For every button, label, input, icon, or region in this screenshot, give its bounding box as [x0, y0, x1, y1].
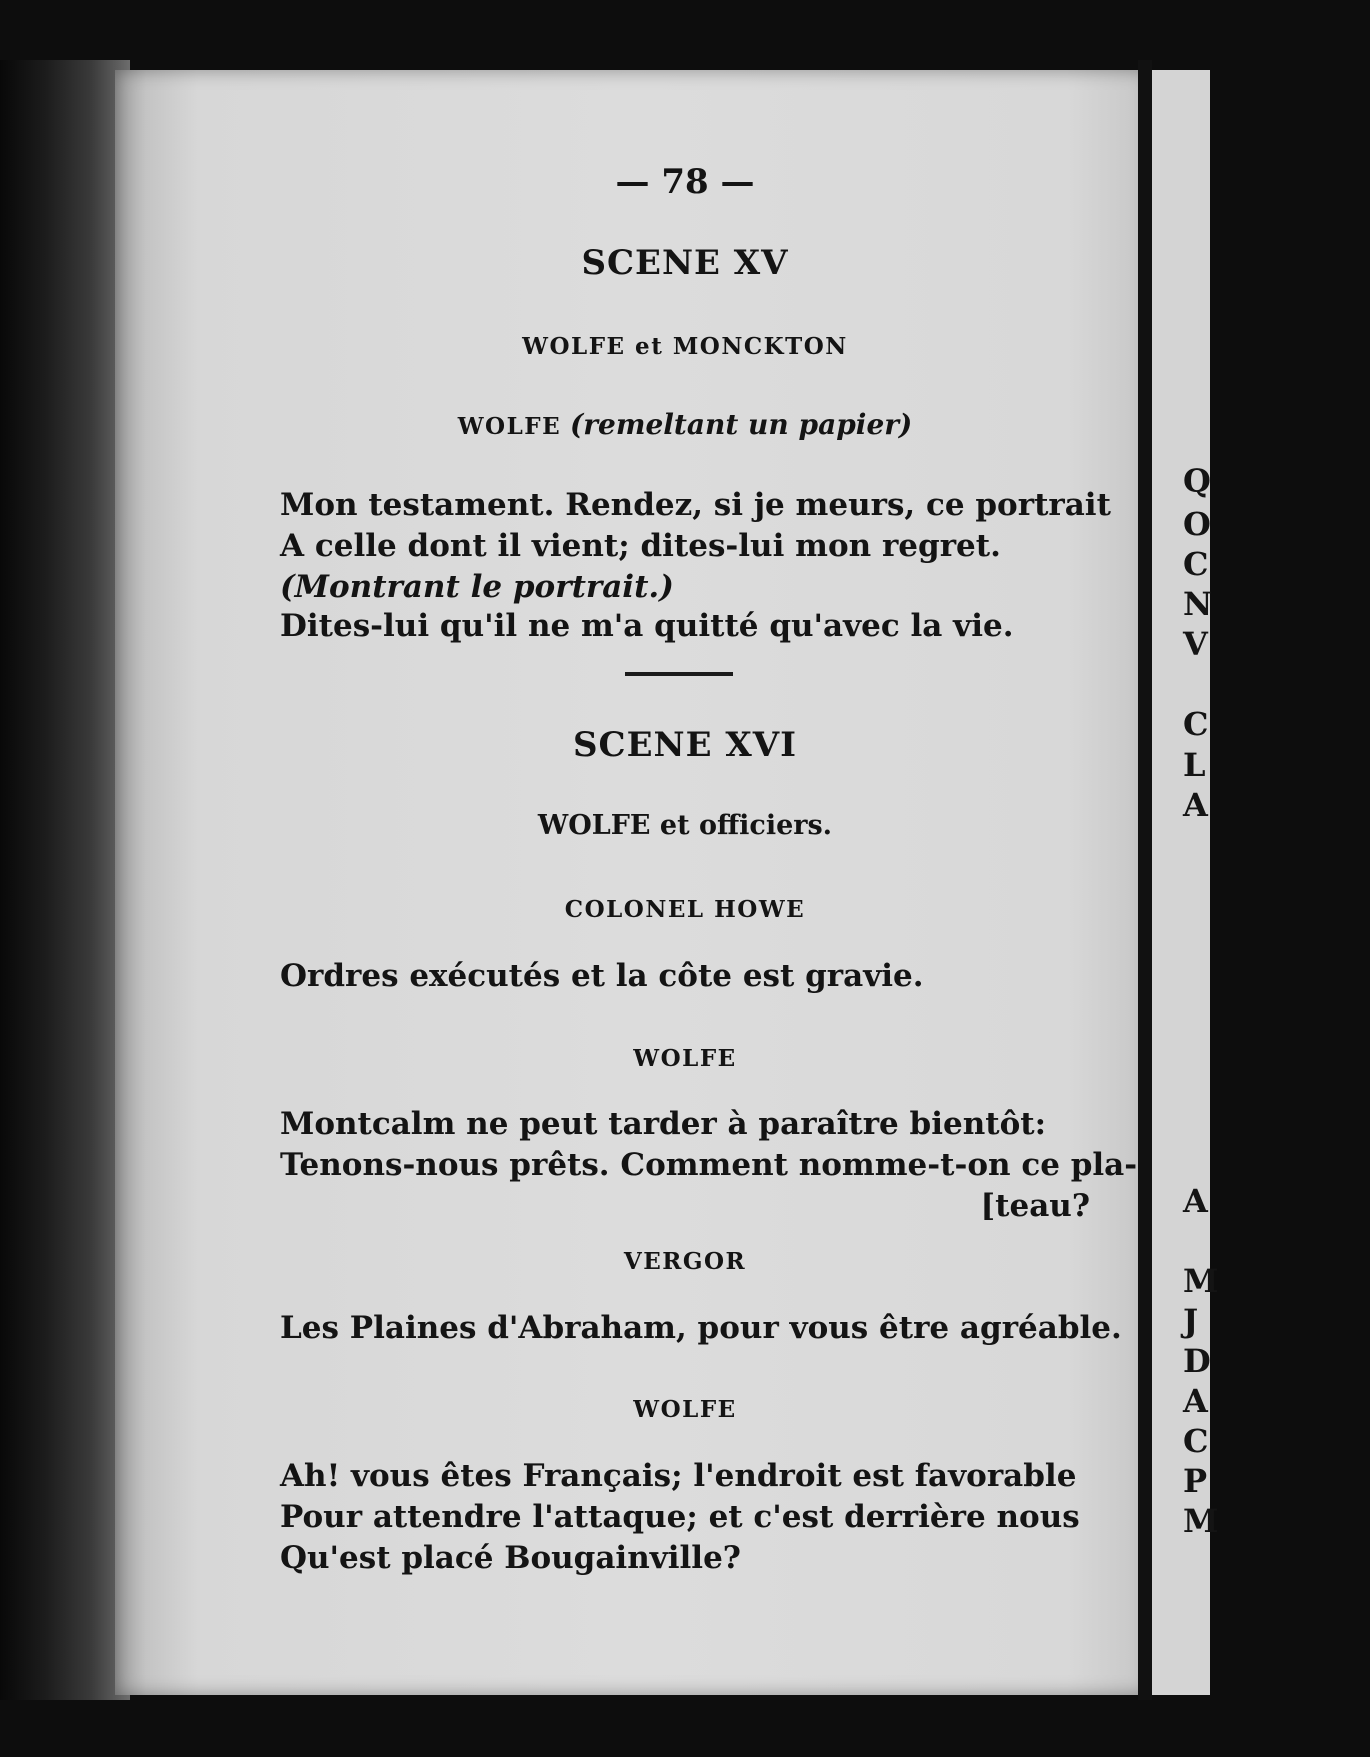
verse-line: Dites-lui qu'il ne m'a quitté qu'avec la vie. — [280, 608, 1014, 644]
facing-page-letter: J — [1183, 1302, 1199, 1340]
verse-line-continuation: [teau? — [980, 1188, 1090, 1224]
facing-page-letter: O — [1183, 505, 1211, 543]
facing-page-letter: P — [1183, 1462, 1208, 1500]
verse-line: Tenons-nous prêts. Comment nomme-t-on ce pla- — [280, 1147, 1138, 1183]
verse-line: A celle dont il vient; dites-lui mon regret. — [280, 528, 1001, 564]
scene-xv-speaker-line — [0, 408, 1370, 441]
speaker-name: WOLFE — [457, 413, 562, 440]
scene-xvi-characters: WOLFE et officiers. — [537, 810, 833, 841]
speaker-wolfe: WOLFE — [633, 1396, 737, 1423]
facing-page-letter: A — [1183, 786, 1208, 824]
speaker-vergor: VERGOR — [623, 1248, 747, 1275]
book-page — [115, 70, 1150, 1695]
book-spine — [0, 60, 130, 1700]
verse-line: Les Plaines d'Abraham, pour vous être agréable. — [280, 1310, 1122, 1346]
verse-line: Ordres exécutés et la côte est gravie. — [280, 958, 924, 994]
facing-page-letter: C — [1183, 545, 1209, 583]
stage-direction-line: (Montrant le portrait.) — [280, 569, 674, 605]
verse-line: Ah! vous êtes Français; l'endroit est favorable — [280, 1458, 1077, 1494]
facing-page-letter: M — [1183, 1262, 1219, 1300]
stage-direction: (remeltant un papier) — [570, 408, 913, 441]
facing-page-letter: V — [1183, 625, 1208, 663]
facing-page-letter: A — [1183, 1382, 1208, 1420]
facing-page-letter: N — [1183, 585, 1213, 623]
verse-line: Qu'est placé Bougainville? — [280, 1540, 741, 1576]
facing-page-letter: D — [1183, 1342, 1211, 1380]
verse-line: Montcalm ne peut tarder à paraître bientôt: — [280, 1106, 1047, 1142]
speaker-colonel-howe: COLONEL HOWE — [564, 896, 806, 923]
speaker-wolfe: WOLFE — [633, 1045, 737, 1072]
scene-xv-heading: SCENE XV — [581, 243, 789, 283]
facing-page-letter: A — [1183, 1182, 1208, 1220]
scene-xv-characters: WOLFE et MONCKTON — [522, 333, 848, 360]
scene-divider — [625, 672, 733, 676]
facing-page-letter: Q — [1183, 462, 1211, 500]
facing-page-letter: C — [1183, 705, 1209, 743]
verse-line: Pour attendre l'attaque; et c'est derrière nous — [280, 1499, 1080, 1535]
page-number: — 78 — — [615, 162, 755, 202]
facing-page-letter: L — [1183, 746, 1206, 784]
verse-line: Mon testament. Rendez, si je meurs, ce portrait — [280, 487, 1111, 523]
facing-page-letter: M — [1183, 1502, 1219, 1540]
scene-xvi-heading: SCENE XVI — [572, 725, 798, 765]
page-gutter — [1138, 60, 1152, 1700]
facing-page-letter: C — [1183, 1422, 1209, 1460]
